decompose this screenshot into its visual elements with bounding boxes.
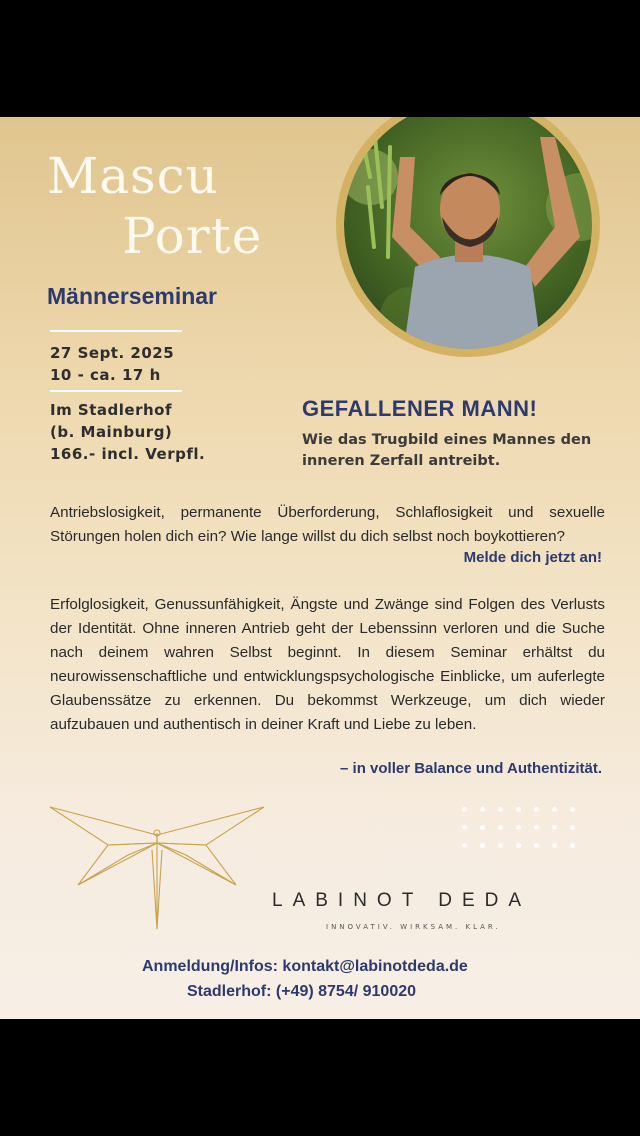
decorative-dot-grid <box>462 807 580 857</box>
portrait-illustration <box>330 117 626 362</box>
dragonfly-icon <box>48 805 266 931</box>
intro-paragraph: Antriebslosigkeit, permanente Überforderung, Schlaflosigkeit und sexuelle Störungen holen dich ein? Wie lange willst du dich selbst noch boykottieren? <box>50 504 605 545</box>
brand-title-line2: Porte <box>122 207 263 265</box>
event-location: (b. Mainburg) <box>50 423 173 441</box>
headline-title: GEFALLENER MANN! <box>302 396 538 421</box>
portrait-photo <box>330 117 626 362</box>
event-time: 10 - ca. 17 h <box>50 366 161 384</box>
event-price: 166.- incl. Verpfl. <box>50 445 206 463</box>
seminar-subtitle: Männerseminar <box>47 283 218 309</box>
headline-subtitle: Wie das Trugbild eines Mannes den inneren Zerfall antreibt. <box>302 432 592 469</box>
organizer-logo: LABINOT DEDA <box>272 890 532 911</box>
divider-bottom <box>50 390 182 392</box>
divider-top <box>50 330 182 332</box>
register-cta: Melde dich jetzt an! <box>463 549 602 566</box>
brand-title-line1: Mascu <box>47 147 219 205</box>
event-datetime <box>50 342 174 386</box>
contact-phone[interactable]: Stadlerhof: (+49) 8754/ 910020 <box>187 983 417 1000</box>
event-venue-block <box>50 399 205 465</box>
event-date: 27 Sept. 2025 <box>50 344 175 362</box>
seminar-poster <box>0 117 640 1019</box>
event-venue: Im Stadlerhof <box>50 401 172 419</box>
contact-email[interactable]: Anmeldung/Infos: kontakt@labinotdeda.de <box>142 958 468 975</box>
organizer-tagline: INNOVATIV. WIRKSAM. KLAR. <box>326 923 501 931</box>
description-paragraph: Erfolglosigkeit, Genussunfähigkeit, Ängste und Zwänge sind Folgen des Verlusts der Identität. Ohne inneren Antrieb geht der Lebenssinn verloren und die Suche nach deinem wahren Selbst beginnt. In diesem Seminar erhältst du neurowissenschaftliche und entwicklungspsychologische Einblicke, um auferlegte Glaubenssätze zu erkennen. Du bekommst Werkzeuge, um dich wieder aufzubauen und authentisch in deiner Kraft und Liebe zu leben. <box>50 596 605 733</box>
balance-tagline: – in voller Balance und Authentizität. <box>340 760 602 777</box>
